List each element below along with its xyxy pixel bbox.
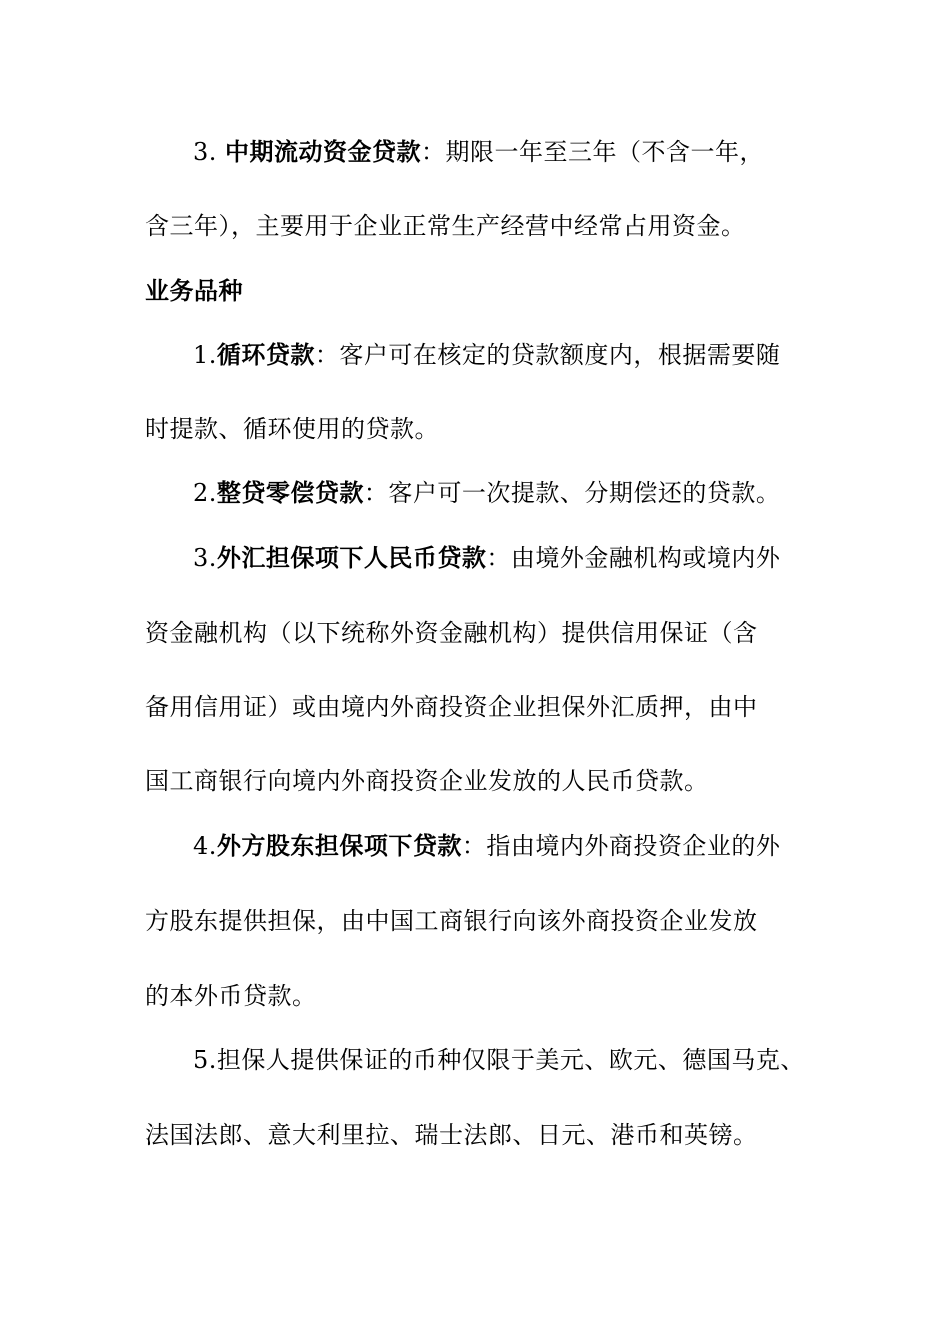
paragraph-2-line-1 xyxy=(193,340,780,370)
item-colon: ： xyxy=(421,138,446,166)
item-term: 循环贷款 xyxy=(216,340,315,369)
paragraph-1-line-2: 含三年），主要用于企业正常生产经营中经常占用资金。 xyxy=(145,212,746,240)
paragraph-5-line-2: 方股东提供担保，由中国工商银行向该外商投资企业发放 xyxy=(145,907,758,935)
item-number: 4. xyxy=(193,832,217,860)
item-colon: ： xyxy=(363,479,389,507)
paragraph-5-line-3: 的本外币贷款。 xyxy=(145,982,317,1010)
item-number: 2. xyxy=(193,479,217,507)
item-colon: ： xyxy=(314,341,340,369)
item-term: 外方股东担保项下贷款 xyxy=(216,831,462,860)
paragraph-2-line-2: 时提款、循环使用的贷款。 xyxy=(145,415,439,443)
paragraph-6-line-2: 法国法郎、意大利里拉、瑞士法郎、日元、港币和英镑。 xyxy=(145,1121,758,1149)
item-text: 期限一年至三年（不含一年， xyxy=(445,138,765,166)
item-text: 指由境内外商投资企业的外 xyxy=(486,832,781,860)
paragraph-4-line-3: 备用信用证）或由境内外商投资企业担保外汇质押，由中 xyxy=(145,693,758,721)
item-number: 3. xyxy=(193,138,226,166)
item-term: 中期流动资金贷款 xyxy=(225,137,422,166)
item-text: 客户可在核定的贷款额度内，根据需要随 xyxy=(339,341,781,369)
item-number: 3. xyxy=(193,544,217,572)
paragraph-1-line-1 xyxy=(193,137,764,167)
paragraph-6-line-1: 5.担保人提供保证的币种仅限于美元、欧元、德国马克、 xyxy=(193,1046,805,1074)
item-term: 整贷零偿贷款 xyxy=(216,478,364,507)
item-term: 外汇担保项下人民币贷款 xyxy=(216,543,487,572)
paragraph-5-line-1 xyxy=(193,831,780,861)
paragraph-3-line-1 xyxy=(193,478,780,508)
paragraph-4-line-2: 资金融机构（以下统称外资金融机构）提供信用保证（含 xyxy=(145,619,758,647)
paragraph-4-line-4: 国工商银行向境内外商投资企业发放的人民币贷款。 xyxy=(145,767,709,795)
item-text: 客户可一次提款、分期偿还的贷款。 xyxy=(388,479,781,507)
section-heading: 业务品种 xyxy=(145,276,243,305)
item-colon: ： xyxy=(461,832,487,860)
item-colon: ： xyxy=(486,544,511,572)
item-text: 由境外金融机构或境内外 xyxy=(510,544,781,572)
paragraph-4-line-1 xyxy=(193,543,780,573)
item-number: 1. xyxy=(193,341,217,369)
